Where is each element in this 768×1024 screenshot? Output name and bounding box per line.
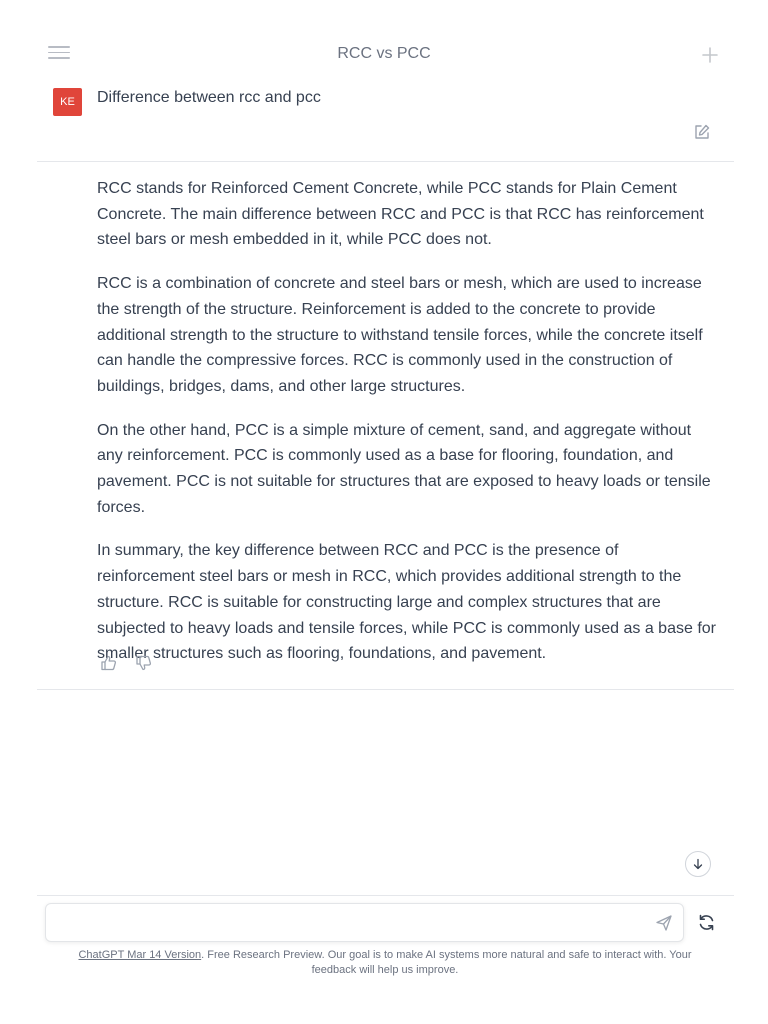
refresh-icon[interactable]	[697, 913, 716, 932]
plus-icon[interactable]	[700, 45, 720, 65]
answer-paragraph: RCC stands for Reinforced Cement Concrete, while PCC stands for Plain Cement Concrete. The main difference between RCC and PCC is that RCC has reinforcement steel bars or mesh embedded in it, while PCC does not.	[97, 180, 704, 249]
scroll-to-bottom-button[interactable]	[685, 851, 711, 877]
answer-paragraph: On the other hand, PCC is a simple mixture of cement, sand, and aggregate without any reinforcement. PCC is commonly used as a base for flooring, foundation, and pavement. PCC is not suitable for structures that are exposed to heavy loads or tensile forces.	[97, 421, 711, 516]
version-link[interactable]: ChatGPT Mar 14 Version	[78, 949, 202, 961]
conversation-end-divider	[37, 689, 734, 690]
page-title: RCC vs PCC	[337, 45, 431, 62]
top-bar	[0, 0, 768, 80]
arrow-down-icon	[692, 858, 704, 870]
message-composer	[45, 903, 684, 942]
assistant-message	[97, 176, 717, 685]
answer-paragraph: RCC is a combination of concrete and steel bars or mesh, which are used to increase the strength of the structure. Reinforcement is added to the concrete to provide additional strength to the structure to withstand tensile forces, while the concrete itself can handle the compressive forces. RCC is commonly used in the construction of buildings, bridges, dams, and other large structures.	[97, 275, 703, 395]
edit-icon[interactable]	[693, 123, 711, 141]
message-input[interactable]	[56, 912, 646, 934]
thumbs-down-icon[interactable]	[135, 654, 153, 672]
thumbs-up-icon[interactable]	[100, 654, 118, 672]
avatar: KE	[53, 88, 82, 116]
user-message-row	[0, 80, 768, 162]
footer-disclaimer	[60, 948, 710, 977]
footer-text: . Free Research Preview. Our goal is to make AI systems more natural and safe to interact with. Your feedback will help us improve.	[201, 949, 692, 976]
message-divider	[37, 161, 734, 162]
composer-divider	[37, 895, 734, 896]
send-icon[interactable]	[655, 914, 673, 932]
user-message: Difference between rcc and pcc	[97, 89, 321, 106]
answer-paragraph: In summary, the key difference between RCC and PCC is the presence of reinforcement steel bars or mesh in RCC, which provides additional strength to the structure. RCC is suitable for constructing large and complex structures that are subjected to heavy loads and tensile forces, while PCC is commonly used as a base for smaller structures such as flooring, foundations, and pavement.	[97, 542, 716, 663]
